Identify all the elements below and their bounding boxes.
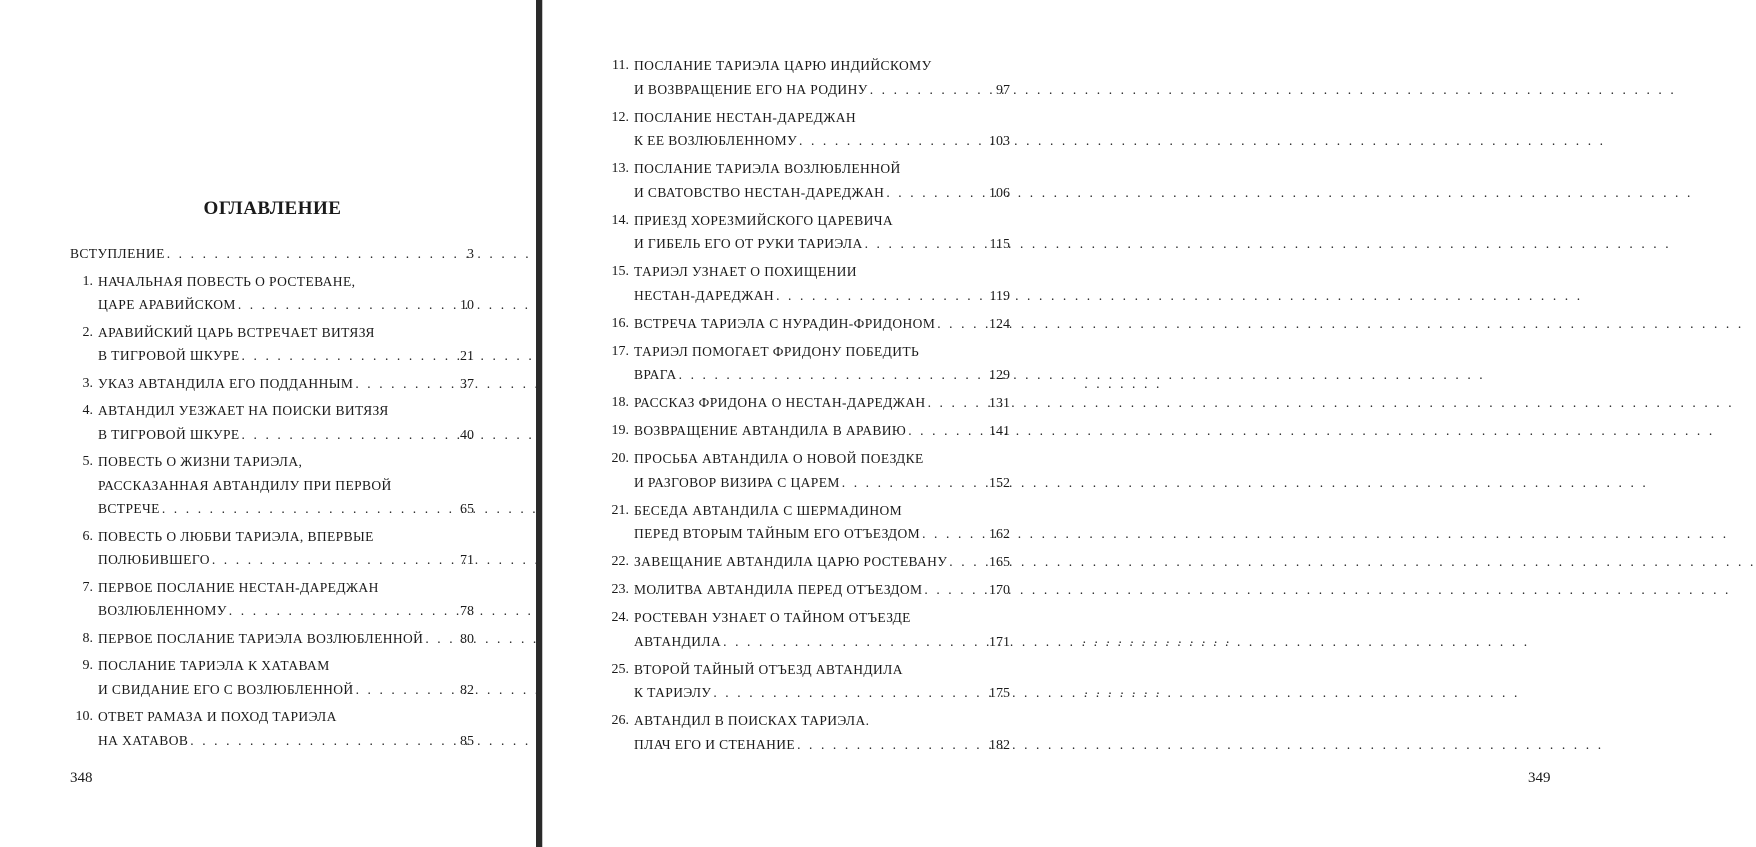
toc-entry-number: 25.	[611, 661, 629, 677]
toc-entry-title-line: ВОЗВРАЩЕНИЕ АВТАНДИЛА В АРАВИЮ	[634, 423, 907, 438]
toc-entry-number: 22.	[611, 554, 629, 569]
toc-entry	[70, 654, 474, 702]
toc-entry-page: 115	[989, 237, 1010, 252]
page-number-left: 348	[70, 770, 93, 786]
toc-entry-page: 165	[989, 555, 1010, 570]
dot-leader	[842, 471, 987, 495]
toc-entry-page: 129	[989, 368, 1010, 383]
dot-leader	[776, 284, 987, 308]
toc-entry-page: 171	[989, 634, 1010, 650]
dot-leader	[229, 599, 458, 623]
toc-entry-number: 7.	[82, 579, 93, 595]
toc-entry	[70, 627, 474, 652]
toc-entry-number: 12.	[611, 109, 629, 125]
toc-entry-page: 97	[996, 82, 1010, 98]
toc-entry-title-line: ПРИЕЗД ХОРЕЗМИЙСКОГО ЦАРЕВИЧА	[634, 212, 894, 228]
toc-entry-title-line: ПОВЕСТЬ О ЖИЗНИ ТАРИЭЛА,	[98, 454, 303, 469]
toc-entry-page: 106	[989, 185, 1010, 201]
toc-entry	[606, 260, 1010, 308]
toc-entry-title-line: И ВОЗВРАЩЕНИЕ ЕГО НА РОДИНУ	[634, 81, 868, 97]
dot-leader	[356, 678, 458, 702]
dot-leader	[425, 627, 458, 651]
toc-entry-title-line: ПРОСЬБА АВТАНДИЛА О НОВОЙ ПОЕЗДКЕ	[634, 451, 924, 466]
toc-entry	[70, 450, 474, 522]
toc-entry	[70, 372, 474, 397]
dot-leader	[799, 129, 987, 153]
toc-entry-title-line: АВТАНДИЛ УЕЗЖАЕТ НА ПОИСКИ ВИТЯЗЯ	[98, 403, 389, 418]
toc-entry-title-line: К ЕЕ ВОЗЛЮБЛЕННОМУ	[634, 133, 798, 148]
toc-title: ОГЛАВЛЕНИЕ	[203, 198, 342, 219]
toc-entry-title-line: ПОЛЮБИВШЕГО	[98, 552, 210, 567]
toc-entry	[606, 606, 1010, 654]
toc-entry-title-line: НЕСТАН-ДАРЕДЖАН	[634, 287, 775, 303]
toc-entry-number: 19.	[611, 423, 629, 438]
dot-leader	[162, 497, 458, 521]
toc-entry-number: 26.	[611, 713, 629, 728]
dot-leader	[723, 630, 987, 654]
toc-entry	[70, 576, 474, 624]
dot-leader	[242, 344, 458, 368]
toc-entry	[606, 709, 1010, 757]
toc-entry-page: 80	[460, 631, 474, 647]
toc-entry-title-line: РОСТЕВАН УЗНАЕТ О ТАЙНОМ ОТЪЕЗДЕ	[634, 610, 911, 625]
toc-entry-title-line: И ГИБЕЛЬ ЕГО ОТ РУКИ ТАРИЭЛА	[634, 236, 863, 251]
toc-entry	[606, 391, 1010, 416]
toc-entry-title-line: ПОВЕСТЬ О ЛЮБВИ ТАРИЭЛА, ВПЕРВЫЕ	[98, 528, 374, 544]
toc-entry-number: 18.	[611, 395, 629, 410]
toc-entry-title-line: ЦАРЕ АРАВИЙСКОМ	[98, 297, 236, 312]
toc-entry	[606, 447, 1010, 495]
toc-entry	[606, 209, 1010, 257]
toc-list-left	[70, 242, 474, 753]
toc-entry	[606, 54, 1010, 102]
toc-entry	[70, 399, 474, 447]
dot-leader	[949, 550, 987, 574]
dot-leader	[679, 363, 987, 387]
toc-entry-number: 2.	[82, 324, 93, 340]
toc-entry-page: 10	[460, 298, 474, 313]
toc-entry-page: 152	[989, 475, 1010, 491]
toc-entry-page: 85	[460, 733, 474, 749]
toc-entry-number: 9.	[82, 658, 93, 673]
toc-entry-page: 103	[989, 134, 1010, 149]
toc-entry-page: 131	[989, 396, 1010, 411]
dot-leader	[870, 78, 994, 102]
toc-entry-page: 124	[989, 316, 1010, 332]
toc-entry-page: 3	[467, 247, 474, 262]
toc-entry-number: 8.	[82, 630, 93, 646]
toc-entry-page: 40	[460, 427, 474, 443]
page-number-right: 349	[1528, 770, 1551, 786]
toc-entry-title-line: В ТИГРОВОЙ ШКУРЕ	[98, 426, 240, 442]
toc-entry-title-line: И СВИДАНИЕ ЕГО С ВОЗЛЮБЛЕННОЙ	[98, 681, 354, 697]
toc-entry-number: 17.	[611, 343, 629, 359]
toc-entry-number: 10.	[75, 709, 93, 724]
toc-entry-title-line: УКАЗ АВТАНДИЛА ЕГО ПОДДАННЫМ	[98, 375, 354, 391]
toc-entry-title-line: ВОЗЛЮБЛЕННОМУ	[98, 603, 227, 618]
dot-leader	[922, 522, 987, 546]
toc-entry-number: 1.	[82, 273, 93, 289]
dot-leader	[242, 423, 458, 447]
toc-entry-number: 11.	[612, 58, 629, 73]
toc-entry-page: 141	[989, 424, 1010, 439]
toc-entry-title-line: БЕСЕДА АВТАНДИЛА С ШЕРМАДИНОМ	[634, 502, 903, 518]
toc-entry-page: 78	[460, 604, 474, 619]
left-page	[0, 0, 538, 847]
toc-entry	[606, 550, 1010, 575]
toc-entry-title-line: ПЛАЧ ЕГО И СТЕНАНИЕ	[634, 736, 796, 752]
toc-entry-number: 4.	[82, 403, 93, 418]
toc-entry-title-line: ПОСЛАНИЕ НЕСТАН-ДАРЕДЖАН	[634, 109, 857, 125]
toc-entry-title-line: ОТВЕТ РАМАЗА И ПОХОД ТАРИЭЛА	[98, 709, 337, 724]
toc-entry-title-line: АВТАНДИЛА	[634, 633, 722, 649]
toc-entry-number: 20.	[611, 451, 629, 466]
toc-entry	[70, 270, 474, 318]
toc-entry-page: 65	[460, 502, 474, 517]
toc-entry	[606, 658, 1010, 706]
toc-entry-title-line: НАЧАЛЬНАЯ ПОВЕСТЬ О РОСТЕВАНЕ,	[98, 273, 356, 289]
toc-entry-title-line: И РАЗГОВОР ВИЗИРА С ЦАРЕМ	[634, 474, 840, 490]
toc-entry-page: 162	[989, 527, 1010, 542]
toc-entry-number: 6.	[82, 528, 93, 544]
toc-entry	[606, 312, 1010, 337]
toc-entry-title-line: НА ХАТАВОВ	[98, 732, 189, 748]
toc-entry-title-line: ВСТРЕЧА ТАРИЭЛА С НУРАДИН-ФРИДОНОМ	[634, 315, 936, 331]
dot-leader	[937, 312, 987, 336]
dot-leader	[928, 391, 987, 415]
toc-entry-number: 23.	[611, 582, 629, 597]
toc-entry-title-line: ПЕРВОЕ ПОСЛАНИЕ НЕСТАН-ДАРЕДЖАН	[98, 579, 379, 595]
toc-entry	[606, 157, 1010, 205]
toc-entry-page: 21	[460, 349, 474, 364]
toc-entry-title-line: ПОСЛАНИЕ ТАРИЭЛА ЦАРЮ ИНДИЙСКОМУ	[634, 58, 932, 73]
toc-entry	[70, 242, 474, 267]
toc-entry-title-line: ЗАВЕЩАНИЕ АВТАНДИЛА ЦАРЮ РОСТЕВАНУ	[634, 554, 948, 569]
toc-entry-title-line: АРАВИЙСКИЙ ЦАРЬ ВСТРЕЧАЕТ ВИТЯЗЯ	[98, 324, 375, 340]
toc-entry-title-line: РАССКАЗ ФРИДОНА О НЕСТАН-ДАРЕДЖАН	[634, 395, 926, 410]
toc-entry-page: 119	[989, 288, 1010, 304]
dot-leader	[865, 232, 988, 256]
toc-entry-number: 15.	[611, 264, 629, 279]
book-spine-gutter	[536, 0, 542, 847]
toc-entry-title-line: В ТИГРОВОЙ ШКУРЕ	[98, 348, 240, 363]
toc-entry-title-line: И СВАТОВСТВО НЕСТАН-ДАРЕДЖАН	[634, 184, 885, 200]
toc-entry	[606, 578, 1010, 603]
toc-entry	[606, 499, 1010, 547]
toc-entry-number: 14.	[611, 212, 629, 228]
dot-leader	[797, 733, 987, 757]
toc-entry-number: 21.	[611, 502, 629, 518]
dot-leader	[167, 242, 465, 266]
toc-entry-title-line: ВСТУПЛЕНИЕ	[70, 246, 165, 261]
toc-entry-number: 24.	[611, 610, 629, 625]
toc-entry-title-line: ТАРИЭЛ УЗНАЕТ О ПОХИЩЕНИИ	[634, 264, 857, 279]
toc-entry-page: 71	[460, 553, 474, 568]
toc-entry-number: 3.	[82, 375, 93, 391]
toc-entry-title-line: ПЕРВОЕ ПОСЛАНИЕ ТАРИЭЛА ВОЗЛЮБЛЕННОЙ	[98, 630, 424, 646]
toc-entry-page: 182	[989, 737, 1010, 753]
dot-leader	[355, 372, 458, 396]
toc-entry-title-line: ВСТРЕЧЕ	[98, 501, 160, 516]
toc-entry-number: 13.	[611, 161, 629, 176]
toc-entry-title-line: ВТОРОЙ ТАЙНЫЙ ОТЪЕЗД АВТАНДИЛА	[634, 661, 903, 677]
dot-leader	[212, 548, 458, 572]
toc-entry-title-line: К ТАРИЭЛУ	[634, 685, 712, 700]
toc-entry-title-line: ПОСЛАНИЕ ТАРИЭЛА К ХАТАВАМ	[98, 658, 330, 673]
toc-entry-title-line: АВТАНДИЛ В ПОИСКАХ ТАРИЭЛА.	[634, 713, 870, 728]
dot-leader	[924, 578, 987, 602]
toc-entry	[70, 525, 474, 573]
toc-entry-title-line: ТАРИЭЛ ПОМОГАЕТ ФРИДОНУ ПОБЕДИТЬ	[634, 343, 920, 359]
toc-entry-number: 5.	[82, 454, 93, 469]
toc-entry-title-line: РАССКАЗАННАЯ АВТАНДИЛУ ПРИ ПЕРВОЙ	[98, 477, 392, 493]
toc-list-right	[606, 54, 1010, 757]
toc-entry-page: 175	[989, 686, 1010, 701]
dot-leader	[190, 729, 458, 753]
toc-entry-title-line: ПЕРЕД ВТОРЫМ ТАЙНЫМ ЕГО ОТЪЕЗДОМ	[634, 526, 921, 541]
dot-leader	[238, 293, 458, 317]
dot-leader	[908, 419, 987, 443]
toc-entry-page: 170	[989, 583, 1010, 598]
toc-entry-title-line: МОЛИТВА АВТАНДИЛА ПЕРЕД ОТЪЕЗДОМ	[634, 582, 923, 597]
toc-entry-page: 37	[460, 376, 474, 392]
toc-entry	[70, 321, 474, 369]
toc-entry-title-line: ВРАГА	[634, 367, 677, 382]
dot-leader	[713, 681, 987, 705]
toc-entry	[70, 705, 474, 753]
toc-entry	[606, 419, 1010, 444]
toc-entry-title-line: ПОСЛАНИЕ ТАРИЭЛА ВОЗЛЮБЛЕННОЙ	[634, 161, 901, 176]
toc-entry-number: 16.	[611, 315, 629, 331]
toc-entry	[606, 106, 1010, 154]
toc-entry-page: 82	[460, 682, 474, 698]
dot-leader	[886, 181, 987, 205]
toc-entry	[606, 340, 1010, 388]
